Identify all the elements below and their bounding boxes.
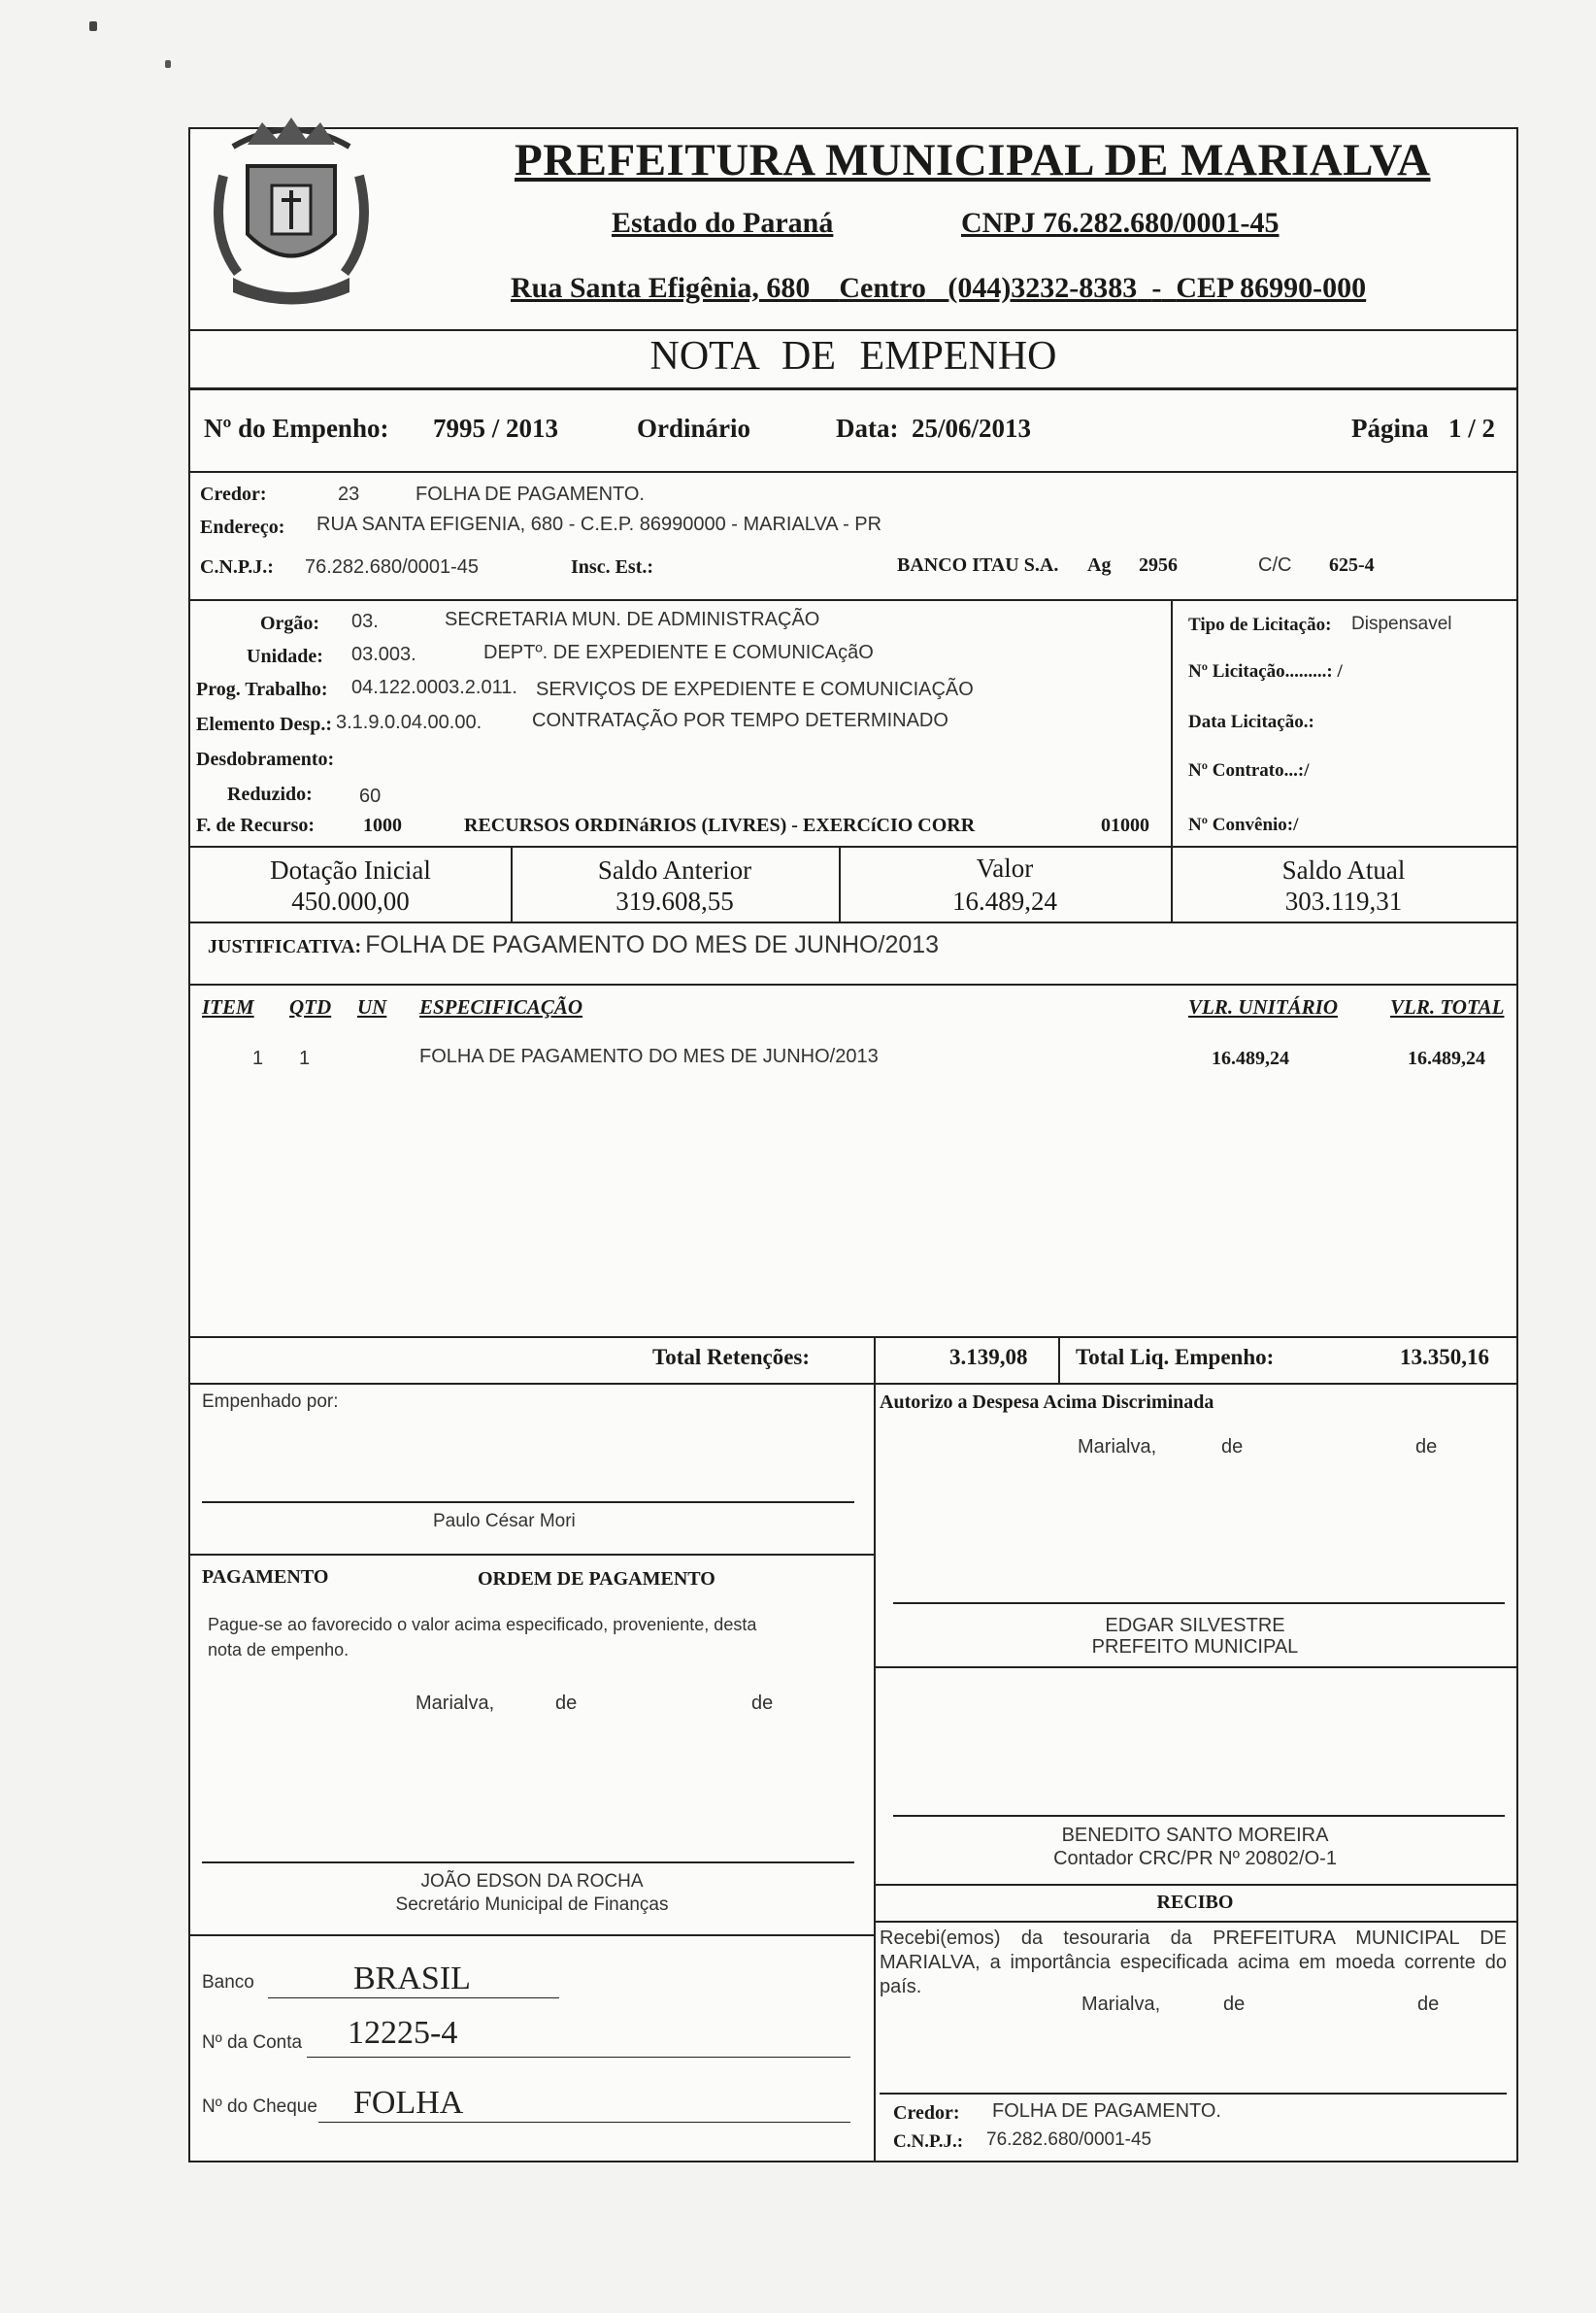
recurso-label: F. de Recurso: bbox=[196, 815, 316, 836]
prefeito-name: EDGAR SILVESTRE bbox=[1105, 1615, 1285, 1636]
recurso-code: 1000 bbox=[363, 815, 402, 836]
divider bbox=[190, 922, 1516, 923]
signature-line bbox=[202, 1861, 854, 1863]
orgao-code: 03. bbox=[351, 611, 379, 632]
recurso-number: 01000 bbox=[1101, 815, 1149, 836]
divider bbox=[1058, 1336, 1060, 1383]
divider bbox=[874, 1383, 876, 2161]
cheque-label: Nº do Cheque bbox=[202, 2096, 317, 2117]
justificativa-row bbox=[208, 931, 939, 959]
col-header-item: ITEM bbox=[202, 995, 254, 1019]
coat-of-arms-seal bbox=[204, 108, 379, 317]
divider bbox=[874, 1666, 1516, 1668]
elemento-name: CONTRATAÇÃO POR TEMPO DETERMINADO bbox=[532, 710, 948, 731]
valor-value: 16.489,24 bbox=[952, 887, 1057, 916]
endereco-label: Endereço: bbox=[200, 517, 285, 538]
nota-de-empenho-document bbox=[188, 127, 1518, 2162]
row-spec: FOLHA DE PAGAMENTO DO MES DE JUNHO/2013 bbox=[419, 1046, 879, 1067]
divider bbox=[190, 1934, 874, 1936]
autorizo-place: Marialva, bbox=[1078, 1436, 1157, 1458]
pagamento-de2: de bbox=[751, 1693, 774, 1714]
header-address: Rua Santa Efigênia, 680 bbox=[511, 272, 811, 304]
contrato-number: Nº Contrato...:/ bbox=[1188, 760, 1310, 781]
empenhado-label: Empenhado por: bbox=[202, 1391, 339, 1412]
banco-value: BRASIL bbox=[353, 1961, 471, 1996]
recibo-de2: de bbox=[1417, 1994, 1440, 2015]
recibo-line1: Recebi(emos) da tesouraria da PREFEITURA MUNICIPAL DE bbox=[880, 1928, 1507, 1949]
recibo-de1: de bbox=[1223, 1994, 1246, 2015]
autorizo-label: Autorizo a Despesa Acima Discriminada bbox=[880, 1391, 1214, 1413]
elemento-label: Elemento Desp.: bbox=[196, 714, 332, 735]
col-header-total: VLR. TOTAL bbox=[1390, 995, 1505, 1019]
col-header-spec: ESPECIFICAÇÃO bbox=[419, 995, 583, 1019]
agency-label: Ag bbox=[1087, 554, 1112, 576]
agency-value: 2956 bbox=[1139, 554, 1178, 576]
footer-credor-value: FOLHA DE PAGAMENTO. bbox=[992, 2100, 1221, 2122]
banco-line bbox=[268, 1997, 559, 1998]
scan-speck bbox=[89, 21, 97, 31]
saldo-anterior-value: 319.608,55 bbox=[615, 887, 734, 916]
unidade-name: DEPTº. DE EXPEDIENTE E COMUNICAçãO bbox=[483, 642, 874, 663]
credor-label: Credor: bbox=[200, 484, 267, 505]
signature-line bbox=[893, 1602, 1505, 1604]
empenho-label: Nº do Empenho: bbox=[204, 414, 389, 443]
insc-est-label: Insc. Est.: bbox=[571, 556, 654, 578]
page-title: PREFEITURA MUNICIPAL DE MARIALVA bbox=[515, 135, 1431, 185]
justificativa-text: FOLHA DE PAGAMENTO DO MES DE JUNHO/2013 bbox=[365, 931, 940, 958]
recurso-name: RECURSOS ORDINáRIOS (LIVRES) - EXERCíCIO CORR bbox=[464, 815, 976, 836]
tipo-licitacao-value: Dispensavel bbox=[1351, 614, 1452, 634]
dotacao-value: 450.000,00 bbox=[291, 887, 410, 916]
footer-cnpj-value: 76.282.680/0001-45 bbox=[986, 2129, 1152, 2150]
divider bbox=[190, 1554, 874, 1556]
autorizo-de2: de bbox=[1415, 1436, 1438, 1458]
divider bbox=[190, 329, 1516, 331]
orgao-label: Orgão: bbox=[260, 613, 320, 634]
saldo-anterior-label: Saldo Anterior bbox=[597, 855, 752, 885]
state-label: Estado do Paraná bbox=[612, 207, 834, 239]
total-retencoes-label: Total Retenções: bbox=[652, 1345, 811, 1369]
date-value: 25/06/2013 bbox=[912, 414, 1032, 443]
empenhado-name: Paulo César Mori bbox=[433, 1511, 576, 1531]
divider bbox=[190, 471, 1516, 473]
credor-code: 23 bbox=[338, 484, 360, 505]
unidade-code: 03.003. bbox=[351, 644, 416, 665]
saldo-atual-label: Saldo Atual bbox=[1281, 855, 1406, 885]
divider bbox=[190, 846, 1516, 848]
divider bbox=[1171, 599, 1173, 846]
divider bbox=[190, 599, 1516, 601]
prog-label: Prog. Trabalho: bbox=[196, 679, 328, 700]
header-phone: (044)3232-8383 bbox=[948, 272, 1138, 304]
total-retencoes-value: 3.139,08 bbox=[949, 1345, 1028, 1369]
header-cep: CEP 86990-000 bbox=[1176, 272, 1367, 304]
divider bbox=[190, 984, 1516, 986]
saldo-atual-value: 303.119,31 bbox=[1284, 887, 1403, 916]
banco-label: Banco bbox=[202, 1972, 254, 1993]
reduzido-label: Reduzido: bbox=[227, 784, 313, 805]
divider bbox=[874, 1921, 1516, 1923]
data-licitacao: Data Licitação.: bbox=[1188, 712, 1314, 732]
footer-credor-label: Credor: bbox=[893, 2102, 960, 2124]
page-label: Página bbox=[1351, 414, 1429, 443]
divider bbox=[190, 1383, 1516, 1385]
row-item: 1 bbox=[252, 1048, 264, 1069]
divider bbox=[190, 387, 1516, 390]
col-header-qtd: QTD bbox=[289, 995, 332, 1019]
pagamento-de1: de bbox=[555, 1693, 578, 1714]
signature-line bbox=[202, 1501, 854, 1503]
autorizo-de1: de bbox=[1221, 1436, 1244, 1458]
row-unit: 16.489,24 bbox=[1212, 1048, 1289, 1069]
page-number: 1 / 2 bbox=[1448, 414, 1496, 443]
header-district: Centro bbox=[839, 272, 926, 304]
orgao-name: SECRETARIA MUN. DE ADMINISTRAÇÃO bbox=[445, 609, 820, 630]
total-liq-label: Total Liq. Empenho: bbox=[1076, 1345, 1275, 1369]
bank-name: BANCO ITAU S.A. bbox=[897, 554, 1059, 576]
header-separator: - bbox=[1151, 272, 1162, 304]
pagamento-place: Marialva, bbox=[416, 1693, 495, 1714]
pagamento-text-line1: Pague-se ao favorecido o valor acima especificado, proveniente, desta bbox=[208, 1615, 757, 1634]
empenho-type: Ordinário bbox=[637, 414, 751, 443]
cnpj-label: C.N.P.J.: bbox=[200, 556, 274, 578]
recibo-line2: MARIALVA, a importância especificada acima em moeda corrente do bbox=[880, 1952, 1507, 1973]
cnpj-value: 76.282.680/0001-45 bbox=[305, 556, 480, 578]
contador-name: BENEDITO SANTO MOREIRA bbox=[1061, 1825, 1329, 1846]
footer-cnpj-label: C.N.P.J.: bbox=[893, 2131, 964, 2152]
recibo-line3: país. bbox=[880, 1976, 922, 1997]
recibo-title: RECIBO bbox=[1156, 1892, 1234, 1913]
elemento-code: 3.1.9.0.04.00.00. bbox=[336, 712, 482, 733]
signature-line bbox=[880, 2093, 1507, 2095]
valor-label: Valor bbox=[976, 854, 1034, 883]
tipo-licitacao-label: Tipo de Licitação: bbox=[1188, 615, 1332, 635]
ordem-pagamento-label: ORDEM DE PAGAMENTO bbox=[478, 1568, 715, 1590]
secretario-name: JOÃO EDSON DA ROCHA bbox=[420, 1871, 644, 1892]
row-total: 16.489,24 bbox=[1408, 1048, 1485, 1069]
contador-role: Contador CRC/PR Nº 20802/O-1 bbox=[1053, 1848, 1337, 1869]
divider bbox=[874, 1336, 876, 1383]
conta-value: 12225-4 bbox=[348, 2015, 458, 2051]
pagamento-text-line2: nota de empenho. bbox=[208, 1640, 349, 1659]
secretario-role: Secretário Municipal de Finanças bbox=[395, 1894, 669, 1915]
date-label: Data: bbox=[836, 414, 899, 443]
dotacao-label: Dotação Inicial bbox=[270, 855, 431, 885]
credor-name: FOLHA DE PAGAMENTO. bbox=[416, 484, 645, 505]
signature-line bbox=[893, 1815, 1505, 1817]
divider bbox=[190, 1336, 1516, 1338]
desdobramento-label: Desdobramento: bbox=[196, 749, 335, 770]
conta-line bbox=[307, 2057, 850, 2058]
reduzido-value: 60 bbox=[359, 786, 382, 807]
prog-code: 04.122.0003.2.011. bbox=[351, 677, 517, 698]
col-header-un: UN bbox=[357, 995, 387, 1019]
cheque-line bbox=[318, 2122, 850, 2123]
header-address-line bbox=[511, 272, 1366, 305]
cheque-value: FOLHA bbox=[353, 2085, 464, 2121]
justificativa-label: JUSTIFICATIVA: bbox=[208, 936, 362, 957]
licitacao-number: Nº Licitação.........: / bbox=[1188, 661, 1343, 682]
account-label: C/C bbox=[1258, 554, 1292, 576]
account-value: 625-4 bbox=[1329, 554, 1375, 576]
header-cnpj: CNPJ 76.282.680/0001-45 bbox=[961, 207, 1280, 239]
scan-speck bbox=[165, 60, 171, 68]
empenho-number: 7995 / 2013 bbox=[433, 414, 559, 443]
pagamento-label: PAGAMENTO bbox=[202, 1566, 329, 1588]
endereco-value: RUA SANTA EFIGENIA, 680 - C.E.P. 86990000 - MARIALVA - PR bbox=[316, 514, 882, 535]
divider bbox=[874, 1884, 1516, 1886]
recibo-place: Marialva, bbox=[1081, 1994, 1161, 2015]
prefeito-role: PREFEITO MUNICIPAL bbox=[1091, 1636, 1299, 1658]
prog-name: SERVIÇOS DE EXPEDIENTE E COMUNICIAÇÃO bbox=[536, 679, 974, 700]
unidade-label: Unidade: bbox=[247, 646, 323, 667]
row-qtd: 1 bbox=[299, 1048, 311, 1069]
conta-label: Nº da Conta bbox=[202, 2032, 303, 2053]
total-liq-value: 13.350,16 bbox=[1400, 1345, 1489, 1369]
col-header-unit: VLR. UNITÁRIO bbox=[1188, 995, 1339, 1019]
convenio-number: Nº Convênio:/ bbox=[1188, 815, 1299, 835]
document-title: NOTA DE EMPENHO bbox=[649, 334, 1057, 379]
